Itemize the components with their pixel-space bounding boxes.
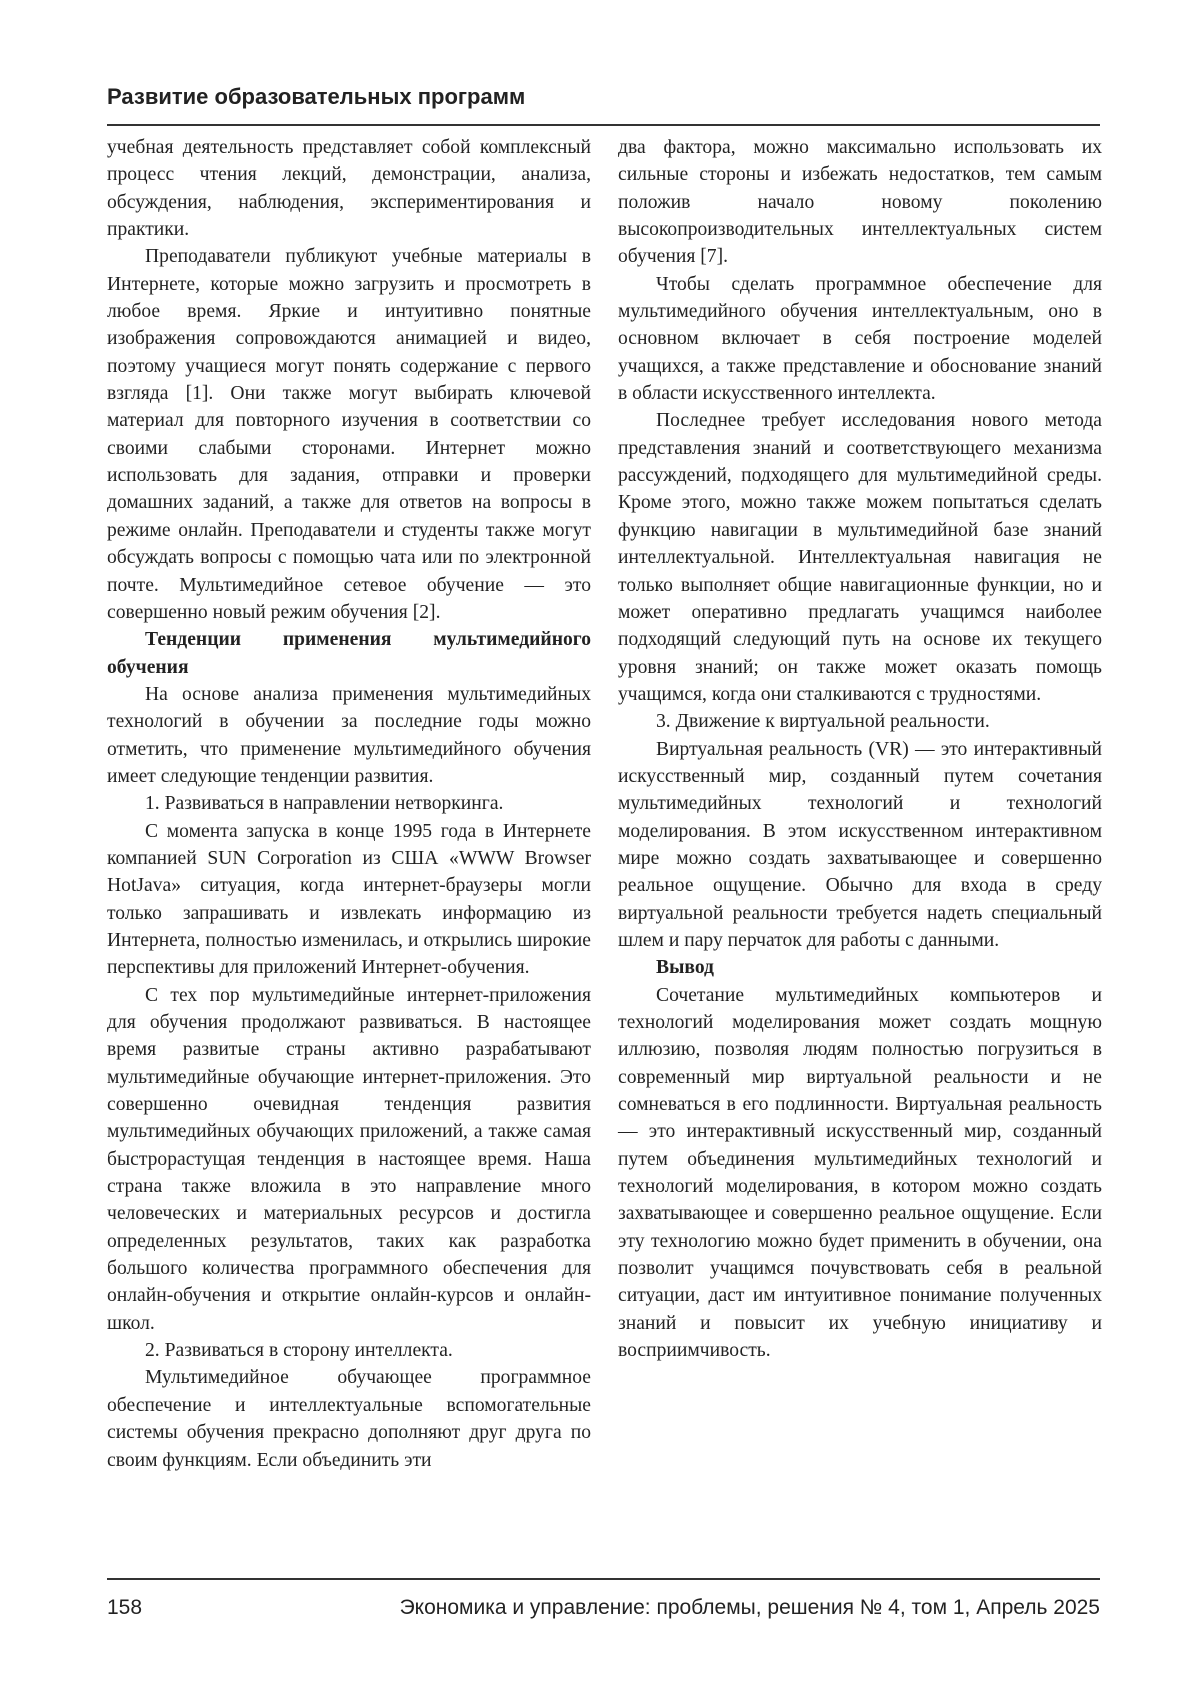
footer-rule <box>107 1578 1100 1580</box>
paragraph: учебная деятельность представляет собой комплексный процесс чтения лекций, демонстрации, анализа, обсуждения, наблюдения, экспериментирования и практики. <box>107 134 591 243</box>
paragraph: Последнее требует исследования нового метода представления знаний и соответствующего механизма рассуждений, подходящего для мультимедийной среды. Кроме этого, можно также можем попытаться сделать функцию навигации в мультимедийной базе знаний интеллектуальной. Интеллектуальная навигация не только выполняет общие навигационные функции, но и может оперативно предлагать учащимся наиболее подходящий следующий путь на основе их текущего уровня знаний; он также может оказать помощь учащимся, когда они сталкиваются с трудностями. <box>618 407 1102 708</box>
paragraph: 3. Движение к виртуальной реальности. <box>618 708 1102 735</box>
running-header: Развитие образовательных программ <box>107 84 525 110</box>
section-heading: Тенденции применения мультимедийного обучения <box>107 626 591 681</box>
paragraph: Виртуальная реальность (VR) — это интерактивный искусственный мир, созданный путем сочетания мультимедийных технологий и технологий моделирования. В этом искусственном интерактивном мире можно создать захватывающее и совершенно реальное ощущение. Обычно для входа в среду виртуальной реальности требуется надеть специальный шлем и пару перчаток для работы с данными. <box>618 736 1102 955</box>
paragraph: Сочетание мультимедийных компьютеров и технологий моделирования может создать мощную иллюзию, позволяя людям полностью погрузиться в современный мир виртуальной реальности и не сомневаться в его подлинности. Виртуальная реальность — это интерактивный искусственный мир, созданный путем объединения мультимедийных технологий и технологий моделирования, в котором можно создать захватывающее и совершенно реальное ощущение. Если эту технологию можно будет применить в обучении, она позволит учащимся почувствовать себя в реальной ситуации, даст им интуитивное понимание полученных знаний и повысит их учебную инициативу и восприимчивость. <box>618 982 1102 1365</box>
paragraph: Чтобы сделать программное обеспечение для мультимедийного обучения интеллектуальным, оно в основном включает в себя построение моделей учащихся, а также представление и обоснование знаний в области искусственного интеллекта. <box>618 271 1102 408</box>
paragraph: 2. Развиваться в сторону интеллекта. <box>107 1337 591 1364</box>
right-column <box>618 134 1102 1364</box>
journal-citation: Экономика и управление: проблемы, решения № 4, том 1, Апрель 2025 <box>400 1596 1100 1620</box>
paragraph: Преподаватели публикуют учебные материалы в Интернете, которые можно загрузить и просмотреть в любое время. Яркие и интуитивно понятные изображения сопровождаются анимацией и видео, поэтому учащиеся могут понять содержание с первого взгляда [1]. Они также могут выбирать ключевой материал для повторного изучения в соответствии со своими слабыми сторонами. Интернет можно использовать для задания, отправки и проверки домашних заданий, а также для ответов на вопросы в режиме онлайн. Преподаватели и студенты также могут обсуждать вопросы с помощью чата или по электронной почте. Мультимедийное сетевое обучение — это совершенно новый режим обучения [2]. <box>107 243 591 626</box>
page-number: 158 <box>107 1596 142 1620</box>
header-rule <box>107 124 1100 126</box>
section-heading: Вывод <box>618 954 1102 981</box>
paragraph: На основе анализа применения мультимедийных технологий в обучении за последние годы можно отметить, что применение мультимедийного обучения имеет следующие тенденции развития. <box>107 681 591 790</box>
paragraph: 1. Развиваться в направлении нетворкинга. <box>107 790 591 817</box>
paragraph: два фактора, можно максимально использовать их сильные стороны и избежать недостатков, тем самым положив начало новому поколению высокопроизводительных интеллектуальных систем обучения [7]. <box>618 134 1102 271</box>
left-column <box>107 134 591 1474</box>
paragraph: С момента запуска в конце 1995 года в Интернете компанией SUN Corporation из США «WWW Browser HotJava» ситуация, когда интернет-браузеры могли только запрашивать и извлекать информацию из Интернета, полностью изменилась, и открылись широкие перспективы для приложений Интернет-обучения. <box>107 818 591 982</box>
paragraph: С тех пор мультимедийные интернет-приложения для обучения продолжают развиваться. В настоящее время развитые страны активно разрабатывают мультимедийные обучающие интернет-приложения. Это совершенно очевидная тенденция развития мультимедийных обучающих приложений, а также самая быстрорастущая тенденция в настоящее время. Наша страна также вложила в это направление много человеческих и материальных ресурсов и достигла определенных результатов, таких как разработка большого количества программного обеспечения для онлайн-обучения и открытие онлайн-курсов и онлайн-школ. <box>107 982 591 1337</box>
paragraph: Мультимедийное обучающее программное обеспечение и интеллектуальные вспомогательные системы обучения прекрасно дополняют друг друга по своим функциям. Если объединить эти <box>107 1364 591 1473</box>
